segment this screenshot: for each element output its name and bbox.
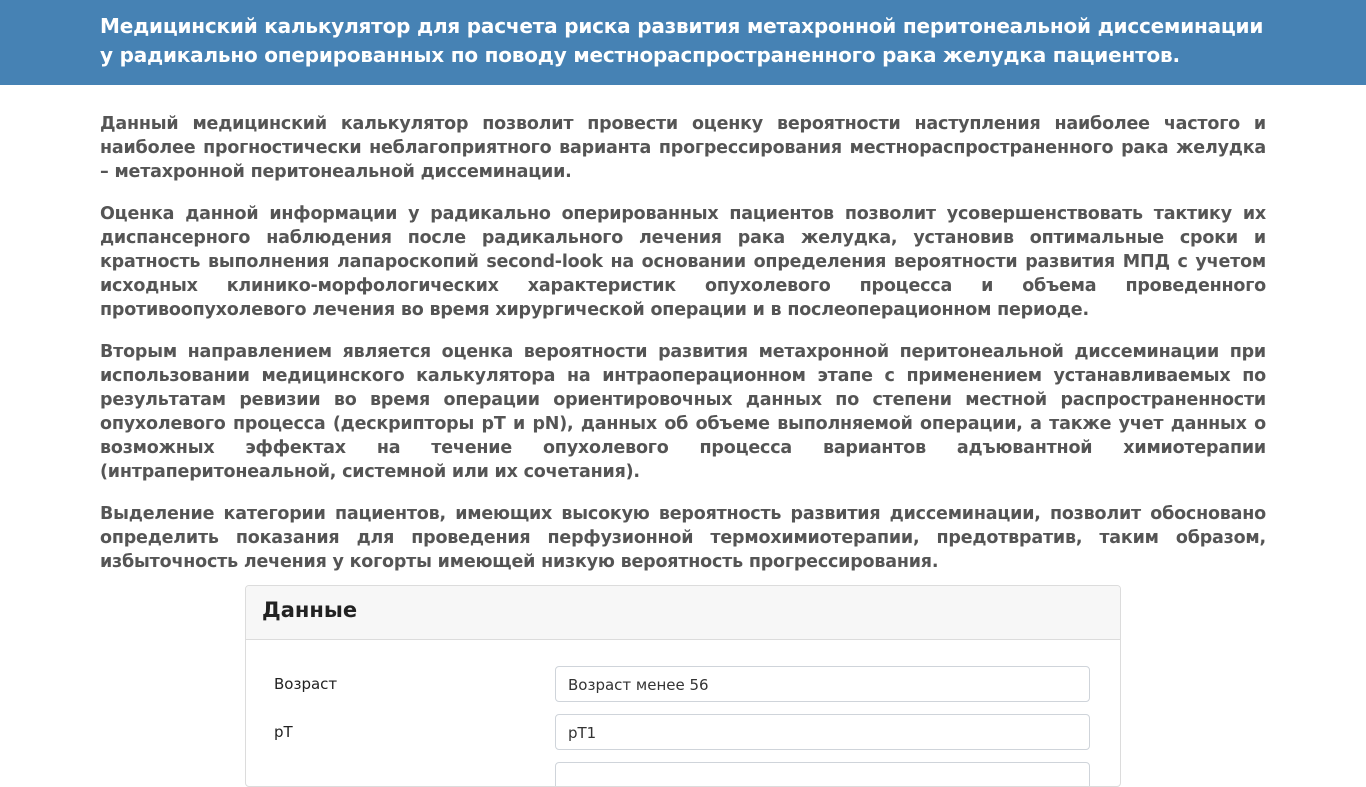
page-title <box>100 12 1280 70</box>
data-form-card <box>245 585 1121 787</box>
age-select[interactable] <box>555 666 1090 702</box>
card-header <box>246 586 1120 640</box>
form-row-age <box>274 666 1092 704</box>
card-title: Данные <box>262 598 358 622</box>
age-select-value: Возраст менее 56 <box>568 676 709 694</box>
pt-select[interactable] <box>555 714 1090 750</box>
intro-text <box>100 112 1266 592</box>
page-title-line-1: Медицинский калькулятор для расчета риска развития метахронной перитонеальной диссеминации <box>100 14 1264 38</box>
pt-select-value: pT1 <box>568 724 597 742</box>
pt-label: pT <box>274 723 293 741</box>
intro-paragraph-3: Вторым направлением является оценка вероятности развития метахронной перитонеальной диссеминации при использовании медицинского калькулятора на интраоперационном этапе с применением устанавливаемых по результатам ревизии во время операции ориентировочных данных по степени местной распространенности опухолевого процесса (дескрипторы pT и pN), данных об объеме выполняемой операции, а также учет данных о возможных эффектах на течение опухолевого процесса вариантов адъювантной химиотерапии (интраперитонеальной, системной или их сочетания). <box>100 342 1266 482</box>
intro-paragraph-4: Выделение категории пациентов, имеющих высокую вероятность развития диссеминации, позволит обосновано определить показания для проведения перфузионной термохимиотерапии, предотвратив, таким образом, избыточность лечения у когорты имеющей низкую вероятность прогрессирования. <box>100 504 1266 572</box>
intro-paragraph-1: Данный медицинский калькулятор позволит провести оценку вероятности наступления наиболее частого и наиболее прогностически неблагоприятного варианта прогрессирования местнораспространенного рака желудка – метахронной перитонеальной диссеминации. <box>100 114 1266 182</box>
next-field-select[interactable] <box>555 762 1090 787</box>
form-row-next <box>274 762 1092 787</box>
form-row-pt <box>274 714 1092 752</box>
intro-paragraph-2: Оценка данной информации у радикально оперированных пациентов позволит усовершенствовать тактику их диспансерного наблюдения после радикального лечения рака желудка, установив оптимальные сроки и кратность выполнения лапароскопий second-look на основании определения вероятности развития МПД с учетом исходных клинико-морфологических характеристик опухолевого процесса и объема проведенного противоопухолевого лечения во время хирургической операции и в послеоперационном периоде. <box>100 204 1266 320</box>
page-header <box>0 0 1366 85</box>
age-label: Возраст <box>274 675 338 693</box>
page-title-line-2: у радикально оперированных по поводу местнораспространенного рака желудка пациентов. <box>100 43 1180 67</box>
